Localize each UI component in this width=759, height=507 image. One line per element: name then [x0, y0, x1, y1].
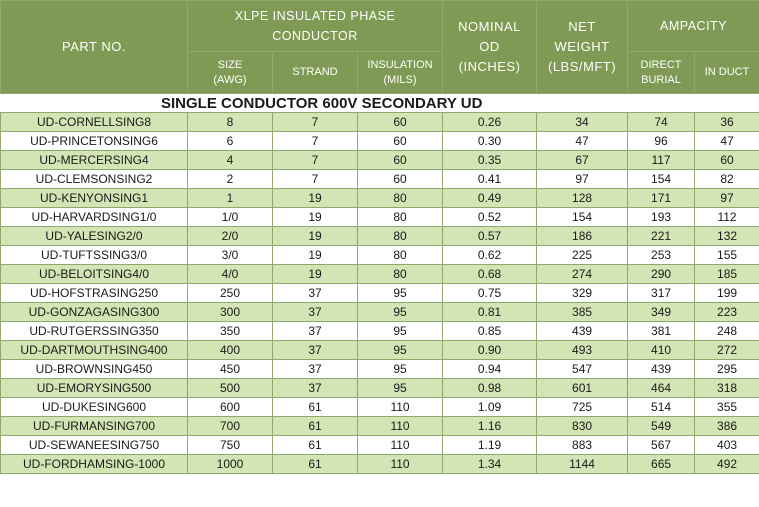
cell-net-weight: 439	[537, 322, 628, 341]
cell-part-no: UD-YALESING2/0	[1, 227, 188, 246]
cell-part-no: UD-BROWNSING450	[1, 360, 188, 379]
cell-net-weight: 97	[537, 170, 628, 189]
header-xlpe-group	[188, 1, 443, 52]
cell-insulation: 95	[358, 341, 443, 360]
cell-net-weight: 547	[537, 360, 628, 379]
cell-direct-burial: 74	[628, 113, 695, 132]
header-weight-line1: NET	[568, 19, 596, 34]
header-xlpe-line2: CONDUCTOR	[272, 29, 358, 43]
cell-nominal-od: 1.16	[443, 417, 537, 436]
cell-in-duct: 386	[695, 417, 759, 436]
cell-in-duct: 60	[695, 151, 759, 170]
cell-insulation: 80	[358, 227, 443, 246]
cell-net-weight: 725	[537, 398, 628, 417]
cell-net-weight: 493	[537, 341, 628, 360]
cell-strand: 7	[273, 170, 358, 189]
cell-strand: 7	[273, 151, 358, 170]
cell-direct-burial: 253	[628, 246, 695, 265]
header-direct-burial	[628, 52, 695, 94]
cell-in-duct: 318	[695, 379, 759, 398]
cell-direct-burial: 567	[628, 436, 695, 455]
cell-nominal-od: 0.98	[443, 379, 537, 398]
cell-size: 500	[188, 379, 273, 398]
cell-nominal-od: 0.75	[443, 284, 537, 303]
header-ampacity: AMPACITY	[628, 1, 759, 52]
table-row	[1, 113, 759, 132]
cell-nominal-od: 0.52	[443, 208, 537, 227]
cell-direct-burial: 221	[628, 227, 695, 246]
cell-part-no: UD-FURMANSING700	[1, 417, 188, 436]
table-row	[1, 303, 759, 322]
table-row	[1, 360, 759, 379]
cell-nominal-od: 0.26	[443, 113, 537, 132]
cell-in-duct: 97	[695, 189, 759, 208]
table-row	[1, 132, 759, 151]
cell-in-duct: 403	[695, 436, 759, 455]
header-nominal-od	[443, 1, 537, 94]
header-direct-line1: DIRECT	[640, 58, 682, 71]
table-row	[1, 227, 759, 246]
cell-strand: 19	[273, 265, 358, 284]
cell-direct-burial: 410	[628, 341, 695, 360]
cell-insulation: 80	[358, 189, 443, 208]
header-insulation-line1: INSULATION	[367, 58, 433, 71]
cell-nominal-od: 0.68	[443, 265, 537, 284]
cell-direct-burial: 154	[628, 170, 695, 189]
cell-size: 300	[188, 303, 273, 322]
cell-net-weight: 1144	[537, 455, 628, 474]
cell-strand: 7	[273, 113, 358, 132]
cell-strand: 61	[273, 398, 358, 417]
cell-part-no: UD-TUFTSSING3/0	[1, 246, 188, 265]
cell-nominal-od: 0.94	[443, 360, 537, 379]
header-weight-line3: (LBS/MFT)	[548, 59, 617, 74]
cell-net-weight: 385	[537, 303, 628, 322]
cell-size: 2/0	[188, 227, 273, 246]
cell-strand: 61	[273, 455, 358, 474]
table-row	[1, 322, 759, 341]
cell-part-no: UD-BELOITSING4/0	[1, 265, 188, 284]
cell-net-weight: 67	[537, 151, 628, 170]
cell-part-no: UD-CORNELLSING8	[1, 113, 188, 132]
section-title: SINGLE CONDUCTOR 600V SECONDARY UD	[1, 94, 759, 113]
cell-direct-burial: 290	[628, 265, 695, 284]
cell-in-duct: 36	[695, 113, 759, 132]
section-header-row	[1, 94, 759, 113]
header-size-line1: SIZE	[217, 58, 243, 71]
cell-net-weight: 883	[537, 436, 628, 455]
cell-strand: 19	[273, 246, 358, 265]
cell-size: 2	[188, 170, 273, 189]
cell-part-no: UD-HOFSTRASING250	[1, 284, 188, 303]
cell-size: 1000	[188, 455, 273, 474]
cell-nominal-od: 0.30	[443, 132, 537, 151]
cell-nominal-od: 0.62	[443, 246, 537, 265]
cell-strand: 19	[273, 227, 358, 246]
cell-net-weight: 329	[537, 284, 628, 303]
cell-size: 700	[188, 417, 273, 436]
cell-in-duct: 47	[695, 132, 759, 151]
cell-size: 8	[188, 113, 273, 132]
cell-size: 750	[188, 436, 273, 455]
cell-part-no: UD-CLEMSONSING2	[1, 170, 188, 189]
cell-nominal-od: 1.19	[443, 436, 537, 455]
cell-insulation: 95	[358, 284, 443, 303]
cell-net-weight: 274	[537, 265, 628, 284]
table-row	[1, 151, 759, 170]
cell-nominal-od: 0.90	[443, 341, 537, 360]
table-row	[1, 436, 759, 455]
cell-direct-burial: 96	[628, 132, 695, 151]
cell-in-duct: 223	[695, 303, 759, 322]
cell-insulation: 110	[358, 455, 443, 474]
cell-in-duct: 199	[695, 284, 759, 303]
cell-direct-burial: 171	[628, 189, 695, 208]
table-row	[1, 170, 759, 189]
cell-in-duct: 132	[695, 227, 759, 246]
header-insulation	[358, 52, 443, 94]
cell-part-no: UD-KENYONSING1	[1, 189, 188, 208]
cell-direct-burial: 193	[628, 208, 695, 227]
cell-direct-burial: 317	[628, 284, 695, 303]
table-row	[1, 398, 759, 417]
cell-strand: 37	[273, 379, 358, 398]
header-weight-line2: WEIGHT	[554, 39, 610, 54]
cell-insulation: 95	[358, 379, 443, 398]
cell-size: 4	[188, 151, 273, 170]
header-nominal-line1: NOMINAL	[458, 19, 521, 34]
cell-insulation: 60	[358, 132, 443, 151]
cell-nominal-od: 0.81	[443, 303, 537, 322]
cell-in-duct: 295	[695, 360, 759, 379]
table-row	[1, 246, 759, 265]
cell-size: 4/0	[188, 265, 273, 284]
cell-direct-burial: 514	[628, 398, 695, 417]
header-nominal-line2: OD	[479, 39, 500, 54]
cell-net-weight: 186	[537, 227, 628, 246]
cell-strand: 19	[273, 189, 358, 208]
cell-strand: 37	[273, 322, 358, 341]
table-row	[1, 379, 759, 398]
cell-insulation: 95	[358, 322, 443, 341]
cell-insulation: 80	[358, 265, 443, 284]
cell-in-duct: 155	[695, 246, 759, 265]
cell-strand: 19	[273, 208, 358, 227]
header-in-duct: IN DUCT	[695, 52, 759, 94]
cell-part-no: UD-FORDHAMSING-1000	[1, 455, 188, 474]
cell-in-duct: 185	[695, 265, 759, 284]
header-xlpe-line1: XLPE INSULATED PHASE	[234, 9, 396, 23]
table-row	[1, 341, 759, 360]
table-row	[1, 417, 759, 436]
cell-part-no: UD-GONZAGASING300	[1, 303, 188, 322]
cell-in-duct: 355	[695, 398, 759, 417]
cell-strand: 61	[273, 417, 358, 436]
cell-strand: 37	[273, 360, 358, 379]
cell-nominal-od: 0.49	[443, 189, 537, 208]
cell-insulation: 60	[358, 170, 443, 189]
header-insulation-line2: (MILS)	[383, 73, 417, 86]
header-part-no: PART NO.	[1, 1, 188, 94]
cell-net-weight: 47	[537, 132, 628, 151]
header-net-weight	[537, 1, 628, 94]
header-nominal-line3: (INCHES)	[458, 59, 521, 74]
cell-strand: 7	[273, 132, 358, 151]
cell-size: 1	[188, 189, 273, 208]
cell-net-weight: 34	[537, 113, 628, 132]
cell-size: 450	[188, 360, 273, 379]
cell-size: 350	[188, 322, 273, 341]
cell-size: 1/0	[188, 208, 273, 227]
cell-part-no: UD-EMORYSING500	[1, 379, 188, 398]
cell-insulation: 80	[358, 246, 443, 265]
table-row	[1, 284, 759, 303]
cell-strand: 37	[273, 303, 358, 322]
cell-nominal-od: 0.57	[443, 227, 537, 246]
cell-direct-burial: 549	[628, 417, 695, 436]
cell-part-no: UD-HARVARDSING1/0	[1, 208, 188, 227]
cell-in-duct: 82	[695, 170, 759, 189]
cell-nominal-od: 0.35	[443, 151, 537, 170]
cell-nominal-od: 1.09	[443, 398, 537, 417]
header-size-line2: (AWG)	[213, 73, 247, 86]
cell-net-weight: 225	[537, 246, 628, 265]
cell-nominal-od: 0.85	[443, 322, 537, 341]
cell-nominal-od: 0.41	[443, 170, 537, 189]
table-row	[1, 455, 759, 474]
cell-insulation: 110	[358, 398, 443, 417]
cell-part-no: UD-DARTMOUTHSING400	[1, 341, 188, 360]
cell-direct-burial: 464	[628, 379, 695, 398]
cell-insulation: 60	[358, 113, 443, 132]
table-row	[1, 208, 759, 227]
cell-in-duct: 492	[695, 455, 759, 474]
cell-direct-burial: 349	[628, 303, 695, 322]
cell-nominal-od: 1.34	[443, 455, 537, 474]
header-direct-line2: BURIAL	[641, 73, 681, 86]
cell-size: 6	[188, 132, 273, 151]
cell-insulation: 80	[358, 208, 443, 227]
cell-net-weight: 154	[537, 208, 628, 227]
cell-direct-burial: 381	[628, 322, 695, 341]
cell-net-weight: 830	[537, 417, 628, 436]
cell-insulation: 60	[358, 151, 443, 170]
cell-in-duct: 112	[695, 208, 759, 227]
cell-size: 250	[188, 284, 273, 303]
cell-size: 600	[188, 398, 273, 417]
cell-part-no: UD-SEWANEESING750	[1, 436, 188, 455]
cell-net-weight: 601	[537, 379, 628, 398]
cell-insulation: 110	[358, 436, 443, 455]
cell-strand: 37	[273, 341, 358, 360]
cell-direct-burial: 117	[628, 151, 695, 170]
cell-in-duct: 248	[695, 322, 759, 341]
cell-net-weight: 128	[537, 189, 628, 208]
cell-strand: 61	[273, 436, 358, 455]
cell-part-no: UD-DUKESING600	[1, 398, 188, 417]
cell-insulation: 110	[358, 417, 443, 436]
cell-part-no: UD-RUTGERSSING350	[1, 322, 188, 341]
cell-insulation: 95	[358, 360, 443, 379]
cell-strand: 37	[273, 284, 358, 303]
cell-size: 3/0	[188, 246, 273, 265]
cell-direct-burial: 439	[628, 360, 695, 379]
cell-size: 400	[188, 341, 273, 360]
table-row	[1, 189, 759, 208]
cell-direct-burial: 665	[628, 455, 695, 474]
table-row	[1, 265, 759, 284]
cell-part-no: UD-PRINCETONSING6	[1, 132, 188, 151]
cell-in-duct: 272	[695, 341, 759, 360]
cell-part-no: UD-MERCERSING4	[1, 151, 188, 170]
header-strand: STRAND	[273, 52, 358, 94]
cell-insulation: 95	[358, 303, 443, 322]
header-size	[188, 52, 273, 94]
